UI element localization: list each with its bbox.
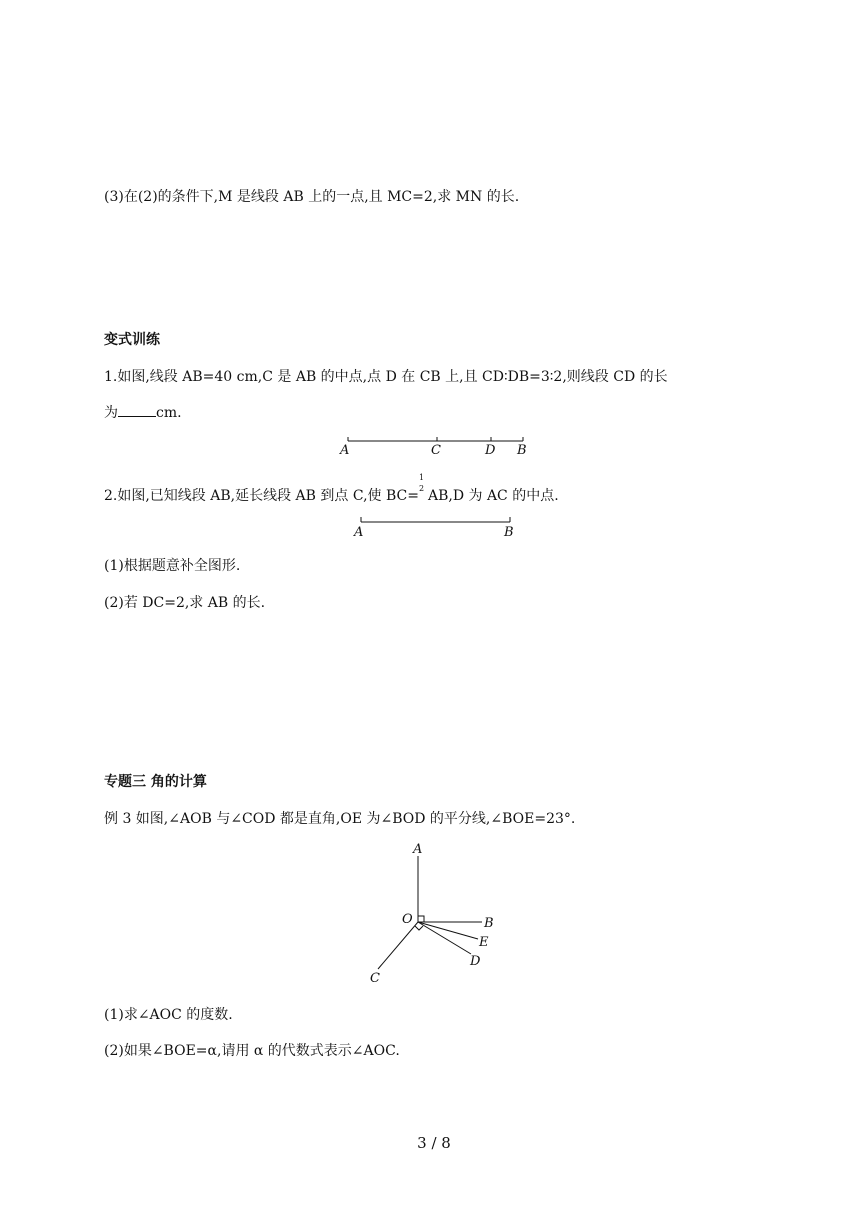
label-a: A [354,525,364,540]
segment-figure-2 [345,512,525,542]
label-a: A [413,842,423,857]
label-b: B [504,525,514,540]
fraction-numerator: 1 [418,473,425,482]
label-e: E [479,935,489,950]
label-d: D [470,954,481,969]
right-angle-mark-aob [418,916,424,922]
label-b: B [517,443,527,458]
segment-figure-1 [330,430,540,460]
label-o: O [402,912,413,927]
label-c: C [370,971,380,986]
ray-oc [378,922,418,969]
page-number: 3 / 8 [417,1134,451,1152]
angle-figure [360,838,510,988]
variant-1-prefix: 为 [104,405,118,421]
variant-2-part-1: (1)根据题意补全图形. [104,558,241,574]
fraction-one-half [418,473,428,500]
question-part-3: (3)在(2)的条件下,M 是线段 AB 上的一点,且 MC=2,求 MN 的长. [104,189,520,205]
variant-2-text [104,473,559,505]
label-b: B [484,916,494,931]
variant-1-suffix: cm. [156,405,182,421]
ray-od [418,922,471,954]
answer-blank [118,404,156,417]
example-3-part-1: (1)求∠AOC 的度数. [104,1007,233,1023]
variant-1-text-cont [104,402,182,422]
topic-3-heading: 专题三 角的计算 [104,774,207,790]
variant-training-heading: 变式训练 [104,332,160,348]
fraction-denominator: 2 [418,484,425,493]
example-3-text: 例 3 如图,∠AOB 与∠COD 都是直角,OE 为∠BOD 的平分线,∠BOE=23°. [104,811,576,827]
label-a: A [340,443,350,458]
right-angle-mark-cod [415,926,423,930]
variant-1-text: 1.如图,线段 AB=40 cm,C 是 AB 的中点,点 D 在 CB 上,且 CD∶DB=3∶2,则线段 CD 的长 [104,369,668,385]
label-c: C [431,443,441,458]
example-3-part-2: (2)如果∠BOE=α,请用 α 的代数式表示∠AOC. [104,1043,400,1059]
ray-oe [418,922,478,939]
variant-2-part-2: (2)若 DC=2,求 AB 的长. [104,595,266,611]
variant-2-prefix: 2.如图,已知线段 AB,延长线段 AB 到点 C,使 BC= [104,488,419,504]
variant-2-suffix: AB,D 为 AC 的中点. [427,488,559,504]
label-d: D [485,443,496,458]
